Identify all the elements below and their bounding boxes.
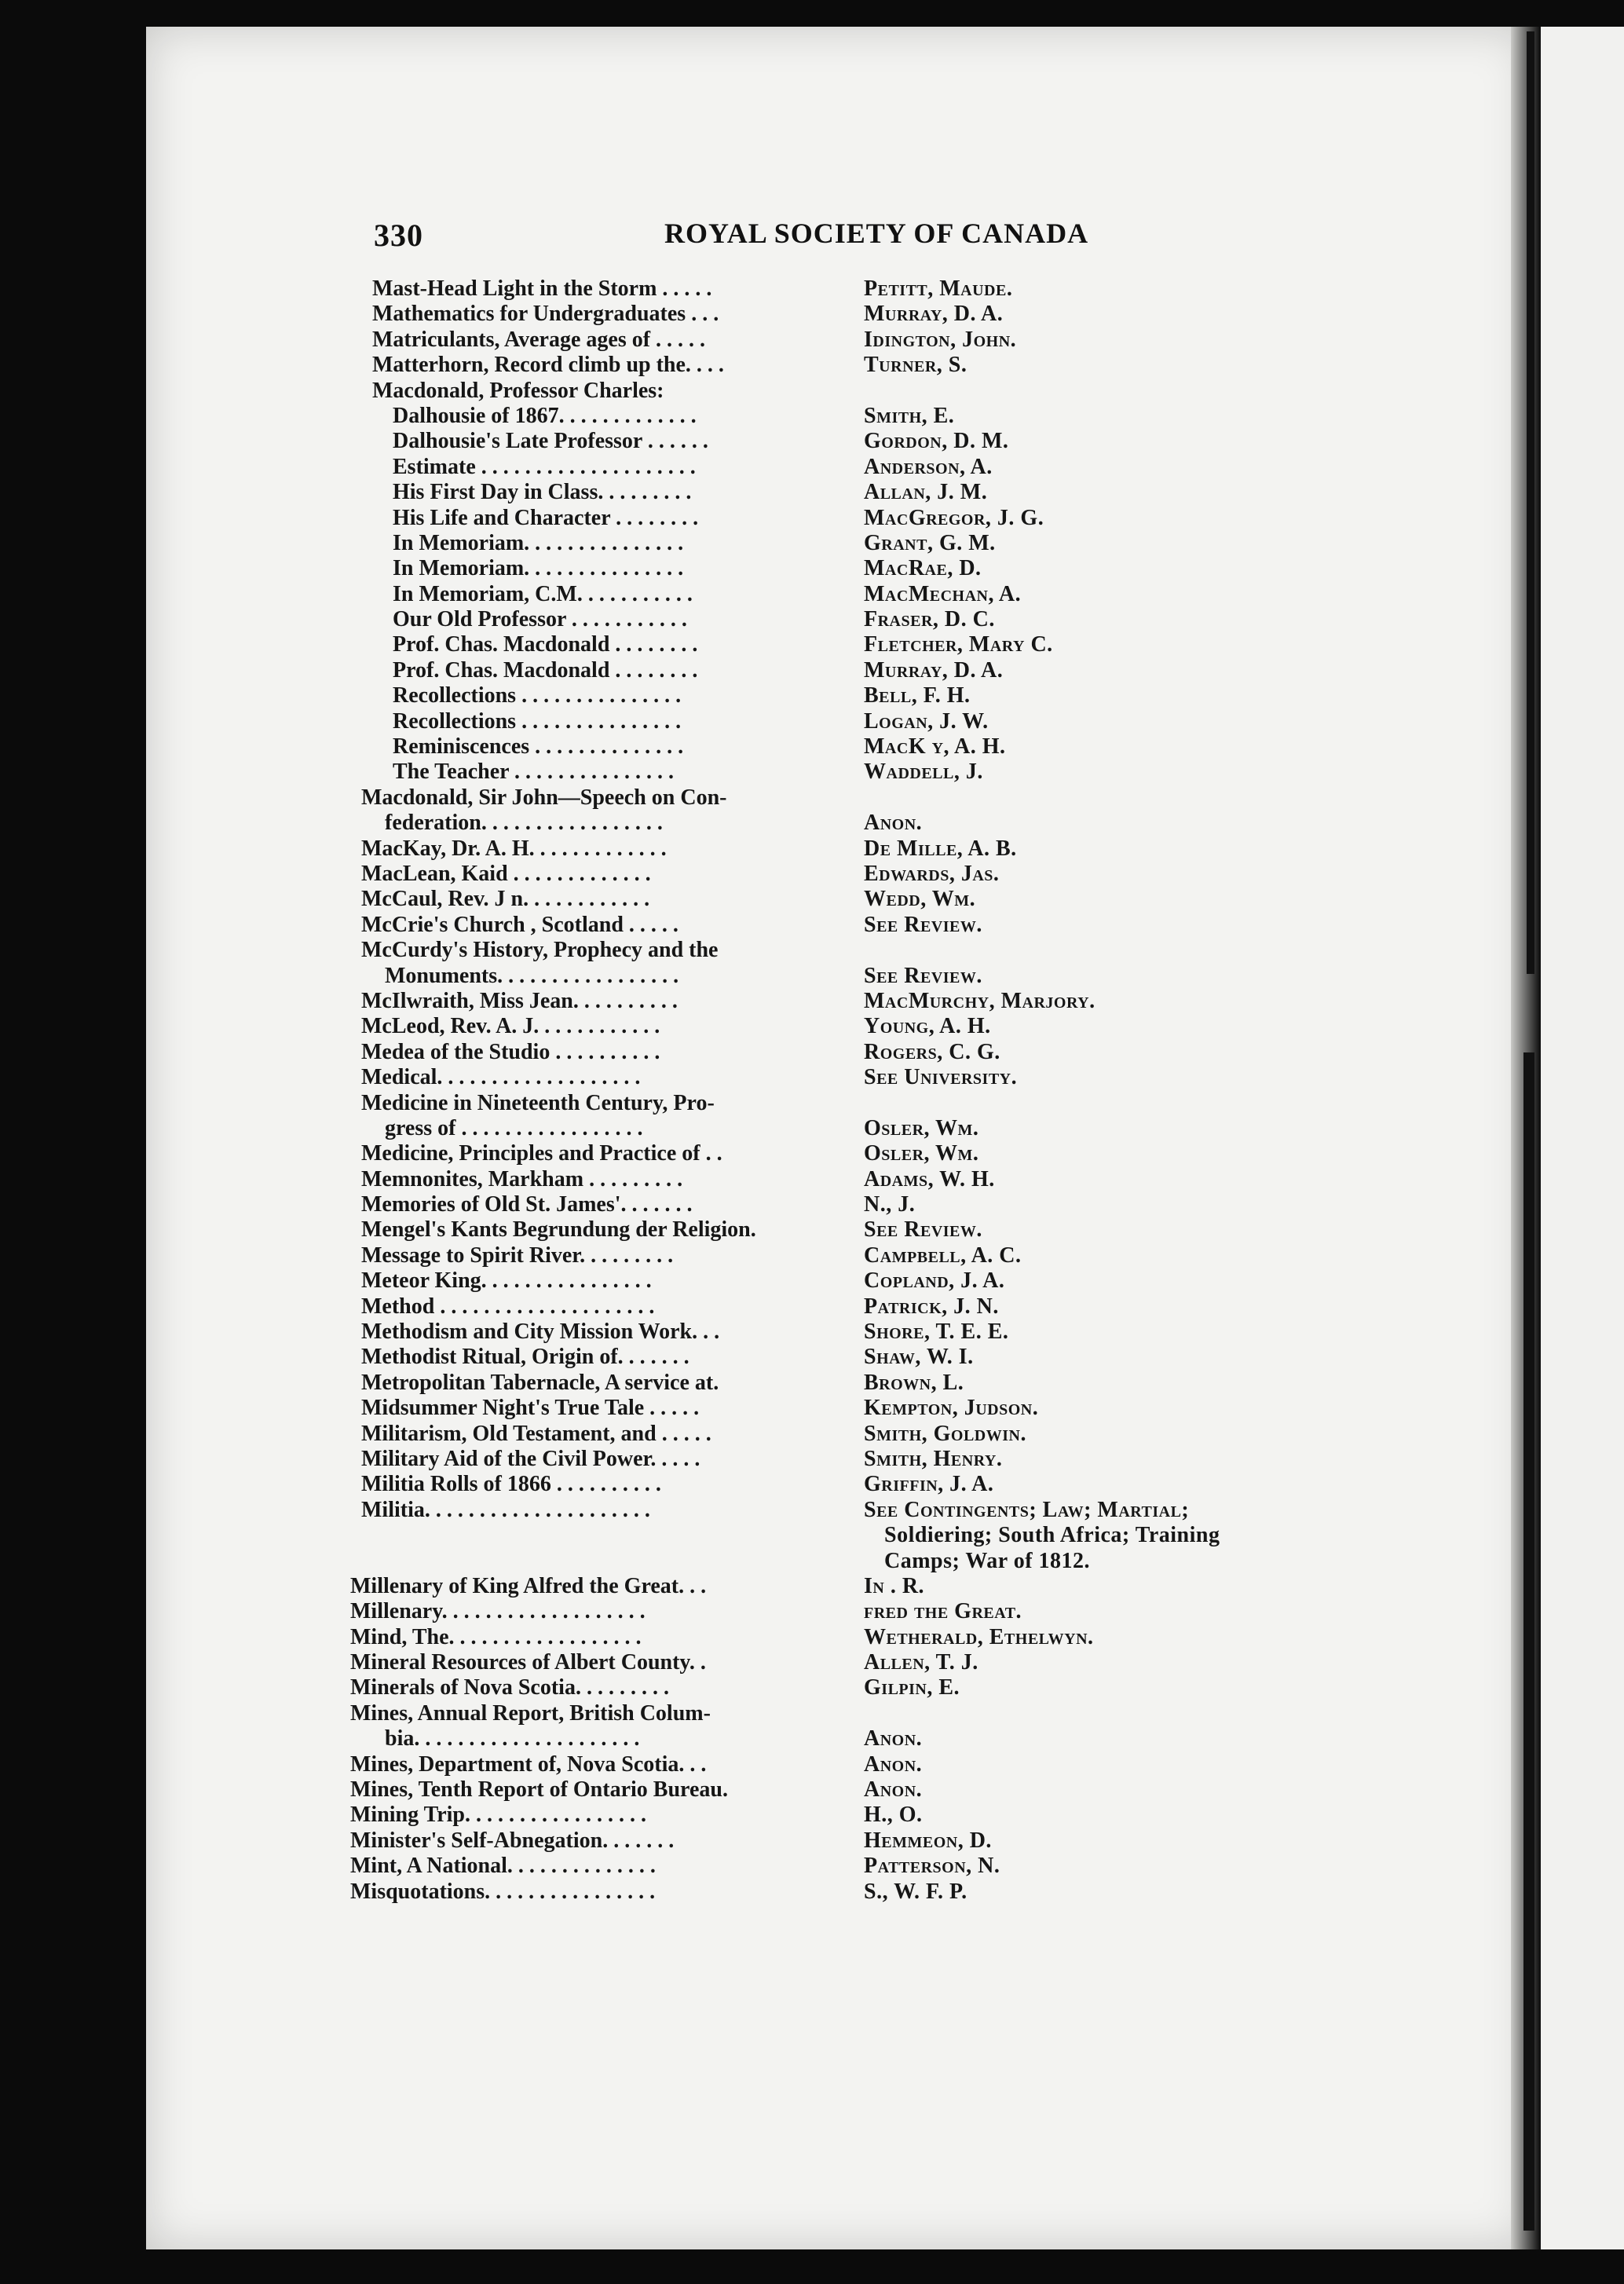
entry-author: Wedd, Wm. xyxy=(864,887,976,912)
entry-author: See Review. xyxy=(864,1217,982,1243)
index-entry xyxy=(346,480,1390,505)
entry-author: Smith, Henry. xyxy=(864,1446,1003,1471)
index-entry xyxy=(346,1422,1390,1447)
index-entry xyxy=(346,379,1390,404)
index-entry xyxy=(346,455,1390,480)
entry-author: N., J. xyxy=(864,1192,916,1217)
index-entry xyxy=(346,1065,1390,1090)
index-entry xyxy=(346,887,1390,912)
entry-title: Mining Trip. . . . . . . . . . . . . . . . . xyxy=(350,1803,647,1828)
index-entry xyxy=(346,1752,1390,1777)
index-entry xyxy=(346,1574,1390,1599)
entry-title: Militia. . . . . . . . . . . . . . . . . . . . . xyxy=(361,1497,650,1522)
entry-title: Minerals of Nova Scotia. . . . . . . . . xyxy=(350,1675,669,1700)
entry-title: The Teacher . . . . . . . . . . . . . . . xyxy=(393,760,675,785)
entry-title: Mines, Annual Report, British Colum- xyxy=(350,1700,711,1726)
entry-author: Anon. xyxy=(864,1777,923,1803)
facing-page-edge xyxy=(1541,27,1624,2249)
entry-title: Recollections . . . . . . . . . . . . . . . xyxy=(393,683,682,708)
entry-title: Mathematics for Undergraduates . . . xyxy=(372,302,719,327)
index-entry xyxy=(346,1091,1390,1116)
entry-author: Fletcher, Mary C. xyxy=(864,632,1053,657)
index-entry xyxy=(346,506,1390,531)
entry-author: Turner, S. xyxy=(864,353,967,378)
entry-author: Copland, J. A. xyxy=(864,1268,1005,1294)
index-entry xyxy=(346,1828,1390,1854)
entry-author: Griffin, J. A. xyxy=(864,1472,994,1497)
entry-title: Meteor King. . . . . . . . . . . . . . . . xyxy=(361,1268,652,1294)
entry-title: MacKay, Dr. A. H. . . . . . . . . . . . . xyxy=(361,836,667,861)
index-entry xyxy=(346,1701,1390,1726)
index-entry xyxy=(346,836,1390,862)
index-entry xyxy=(346,989,1390,1014)
entry-title: Recollections . . . . . . . . . . . . . . . xyxy=(393,708,682,734)
entry-author: De Mille, A. B. xyxy=(864,836,1017,861)
entry-author: Shore, T. E. E. xyxy=(864,1320,1009,1345)
index-entry xyxy=(346,632,1390,657)
entry-author: Allan, J. M. xyxy=(864,480,988,505)
index-entry xyxy=(346,862,1390,887)
index-entry xyxy=(346,1777,1390,1803)
entry-title: His First Day in Class. . . . . . . . . xyxy=(393,480,692,505)
index-entry xyxy=(346,1498,1390,1523)
entry-author: Bell, F. H. xyxy=(864,683,971,708)
entry-author: Petitt, Maude. xyxy=(864,276,1013,301)
index-entry xyxy=(346,1854,1390,1879)
index-entry xyxy=(346,607,1390,632)
entry-title: Millenary of King Alfred the Great. . . xyxy=(350,1573,707,1598)
entry-author: See Contingents; Law; Martial; xyxy=(864,1497,1190,1522)
entry-author: MacK y, A. H. xyxy=(864,734,1006,760)
entry-author: Patrick, J. N. xyxy=(864,1294,999,1319)
entry-author: Gordon, D. M. xyxy=(864,429,1009,454)
entry-title: Macdonald, Professor Charles: xyxy=(372,378,664,403)
entry-author: Hemmeon, D. xyxy=(864,1828,992,1853)
entry-author: MacGregor, J. G. xyxy=(864,505,1044,530)
entry-author: Wetherald, Ethelwyn. xyxy=(864,1624,1094,1649)
entry-title: federation. . . . . . . . . . . . . . . . . xyxy=(385,811,663,836)
entry-author: MacRae, D. xyxy=(864,556,982,581)
index-entry xyxy=(346,1549,1390,1574)
entry-title: Prof. Chas. Macdonald . . . . . . . . xyxy=(393,632,698,657)
entry-author: Kempton, Judson. xyxy=(864,1396,1039,1421)
entry-author: Grant, G. M. xyxy=(864,530,996,555)
index-entry xyxy=(346,1294,1390,1320)
index-entry xyxy=(346,785,1390,811)
entry-author: Rogers, C. G. xyxy=(864,1039,1000,1064)
entry-title: Dalhousie's Late Professor . . . . . . xyxy=(393,429,708,454)
index-entry xyxy=(346,1116,1390,1141)
index-entry xyxy=(346,1192,1390,1217)
entry-title: Medea of the Studio . . . . . . . . . . xyxy=(361,1039,660,1064)
entry-author: Anon. xyxy=(864,811,923,836)
entry-author: Murray, D. A. xyxy=(864,657,1004,683)
index-entry xyxy=(346,1040,1390,1065)
index-entry xyxy=(346,658,1390,683)
entry-title: Mines, Tenth Report of Ontario Bureau. xyxy=(350,1777,728,1803)
entry-title: Millenary. . . . . . . . . . . . . . . . . . . xyxy=(350,1599,646,1624)
entry-title: Mind, The. . . . . . . . . . . . . . . . . . xyxy=(350,1624,642,1649)
index-entry xyxy=(346,1396,1390,1421)
entry-title: Medicine in Nineteenth Century, Pro- xyxy=(361,1090,715,1115)
entry-title: Militia Rolls of 1866 . . . . . . . . . . xyxy=(361,1472,661,1497)
index-entries xyxy=(346,276,1390,1905)
entry-author: H., O. xyxy=(864,1803,923,1828)
spine-mark-bottom xyxy=(1523,1052,1534,2231)
index-entry xyxy=(346,1599,1390,1624)
entry-author: Fraser, D. C. xyxy=(864,607,995,632)
index-entry xyxy=(346,1523,1390,1548)
entry-author: Gilpin, E. xyxy=(864,1675,960,1700)
entry-title: Method . . . . . . . . . . . . . . . . . . . . xyxy=(361,1294,655,1319)
entry-author: See Review. xyxy=(864,963,982,988)
page-number: 330 xyxy=(374,218,423,253)
entry-author: Osler, Wm. xyxy=(864,1141,979,1166)
index-entry xyxy=(346,1014,1390,1039)
index-entry xyxy=(346,1243,1390,1268)
index-entry xyxy=(346,353,1390,378)
entry-title: Memories of Old St. James'. . . . . . . xyxy=(361,1192,693,1217)
index-entry xyxy=(346,709,1390,734)
entry-author: Campbell, A. C. xyxy=(864,1243,1022,1268)
entry-title: Mint, A National. . . . . . . . . . . . . . xyxy=(350,1854,656,1879)
index-entry xyxy=(346,1371,1390,1396)
index-entry xyxy=(346,964,1390,989)
entry-title: Mast-Head Light in the Storm . . . . . xyxy=(372,276,712,301)
entry-title: Misquotations. . . . . . . . . . . . . . . . xyxy=(350,1879,656,1904)
index-entry xyxy=(346,1726,1390,1751)
entry-author: See University. xyxy=(864,1065,1018,1090)
entry-title: Midsummer Night's True Tale . . . . . xyxy=(361,1396,700,1421)
entry-title: Macdonald, Sir John—Speech on Con- xyxy=(361,785,727,810)
entry-author: Brown, L. xyxy=(864,1370,964,1395)
entry-title: Military Aid of the Civil Power. . . . . xyxy=(361,1446,700,1471)
entry-title: His Life and Character . . . . . . . . xyxy=(393,505,699,530)
entry-author: Idington, John. xyxy=(864,327,1017,352)
entry-title: In Memoriam. . . . . . . . . . . . . . . xyxy=(393,556,684,581)
index-entry xyxy=(346,1625,1390,1650)
entry-author: Murray, D. A. xyxy=(864,302,1004,327)
index-entry xyxy=(346,683,1390,708)
entry-author: Young, A. H. xyxy=(864,1014,991,1039)
entry-author: Soldiering; South Africa; Training xyxy=(884,1523,1220,1548)
entry-author: Smith, E. xyxy=(864,403,955,428)
entry-title: McCrie's Church , Scotland . . . . . xyxy=(361,912,678,937)
index-entry xyxy=(346,582,1390,607)
entry-author: MacMechan, A. xyxy=(864,581,1022,606)
entry-title: Our Old Professor . . . . . . . . . . . xyxy=(393,607,687,632)
entry-title: Metropolitan Tabernacle, A service at. xyxy=(361,1370,719,1395)
entry-title: gress of . . . . . . . . . . . . . . . . . xyxy=(385,1115,643,1140)
entry-author: Smith, Goldwin. xyxy=(864,1421,1026,1446)
entry-title: Reminiscences . . . . . . . . . . . . . . xyxy=(393,734,684,760)
entry-title: McLeod, Rev. A. J. . . . . . . . . . . . xyxy=(361,1014,660,1039)
entry-title: MacLean, Kaid . . . . . . . . . . . . . xyxy=(361,861,651,886)
index-entry xyxy=(346,302,1390,327)
entry-author: Logan, J. W. xyxy=(864,708,989,734)
index-entry xyxy=(346,938,1390,963)
entry-author: In . R. xyxy=(864,1573,925,1598)
index-entry xyxy=(346,1345,1390,1370)
entry-title: Militarism, Old Testament, and . . . . . xyxy=(361,1421,711,1446)
index-entry xyxy=(346,1320,1390,1345)
entry-title: Matriculants, Average ages of . . . . . xyxy=(372,327,706,352)
index-entry xyxy=(346,531,1390,556)
entry-author: Patterson, N. xyxy=(864,1854,1000,1879)
entry-author: S., W. F. P. xyxy=(864,1879,967,1904)
index-entry xyxy=(346,1217,1390,1243)
entry-author: Camps; War of 1812. xyxy=(884,1548,1091,1573)
index-entry xyxy=(346,1268,1390,1294)
entry-title: In Memoriam. . . . . . . . . . . . . . . xyxy=(393,530,684,555)
entry-title: Mineral Resources of Albert County. . xyxy=(350,1650,706,1675)
entry-title: Memnonites, Markham . . . . . . . . . xyxy=(361,1166,683,1191)
entry-author: Anderson, A. xyxy=(864,454,993,479)
entry-author: Adams, W. H. xyxy=(864,1166,995,1191)
entry-title: McCaul, Rev. J n. . . . . . . . . . . . xyxy=(361,887,650,912)
entry-author: See Review. xyxy=(864,912,982,937)
index-entry xyxy=(346,811,1390,836)
index-entry xyxy=(346,1167,1390,1192)
entry-title: Medical. . . . . . . . . . . . . . . . . . . xyxy=(361,1065,641,1090)
index-entry xyxy=(346,760,1390,785)
entry-author: Anon. xyxy=(864,1726,923,1751)
index-entry xyxy=(346,1675,1390,1700)
entry-title: Monuments. . . . . . . . . . . . . . . . . xyxy=(385,963,679,988)
entry-title: Methodism and City Mission Work. . . xyxy=(361,1320,720,1345)
entry-author: Osler, Wm. xyxy=(864,1115,979,1140)
entry-title: In Memoriam, C.M. . . . . . . . . . . xyxy=(393,581,693,606)
entry-title: bia. . . . . . . . . . . . . . . . . . . . . xyxy=(385,1726,640,1751)
index-entry xyxy=(346,913,1390,938)
index-entry xyxy=(346,1880,1390,1905)
entry-author: fred the Great. xyxy=(864,1599,1022,1624)
entry-title: McCurdy's History, Prophecy and the xyxy=(361,938,719,963)
index-entry xyxy=(346,429,1390,454)
entry-title: Dalhousie of 1867. . . . . . . . . . . . . xyxy=(393,403,697,428)
index-entry xyxy=(346,1803,1390,1828)
entry-title: Minister's Self-Abnegation. . . . . . . xyxy=(350,1828,675,1853)
entry-author: Anon. xyxy=(864,1751,923,1777)
index-entry xyxy=(346,556,1390,581)
entry-title: McIlwraith, Miss Jean. . . . . . . . . . xyxy=(361,988,678,1013)
index-entry xyxy=(346,1141,1390,1166)
entry-title: Mines, Department of, Nova Scotia. . . xyxy=(350,1751,707,1777)
index-entry xyxy=(346,1472,1390,1497)
entry-title: Estimate . . . . . . . . . . . . . . . . . . . . xyxy=(393,454,696,479)
entry-author: Edwards, Jas. xyxy=(864,861,1000,886)
index-entry xyxy=(346,1650,1390,1675)
spine-mark-top xyxy=(1527,31,1534,974)
entry-title: Medicine, Principles and Practice of . . xyxy=(361,1141,722,1166)
entry-title: Matterhorn, Record climb up the. . . . xyxy=(372,353,724,378)
entry-author: Waddell, J. xyxy=(864,760,983,785)
index-entry xyxy=(346,276,1390,302)
entry-title: Prof. Chas. Macdonald . . . . . . . . xyxy=(393,657,698,683)
entry-title: Mengel's Kants Begrundung der Religion. xyxy=(361,1217,756,1243)
index-entry xyxy=(346,328,1390,353)
entry-author: Shaw, W. I. xyxy=(864,1345,974,1370)
entry-title: Message to Spirit River. . . . . . . . . xyxy=(361,1243,674,1268)
index-entry xyxy=(346,734,1390,760)
entry-author: Allen, T. J. xyxy=(864,1650,978,1675)
index-entry xyxy=(346,404,1390,429)
running-head: ROYAL SOCIETY OF CANADA xyxy=(664,218,1089,249)
index-entry xyxy=(346,1447,1390,1472)
entry-title: Methodist Ritual, Origin of. . . . . . . xyxy=(361,1345,689,1370)
entry-author: MacMurchy, Marjory. xyxy=(864,988,1095,1013)
